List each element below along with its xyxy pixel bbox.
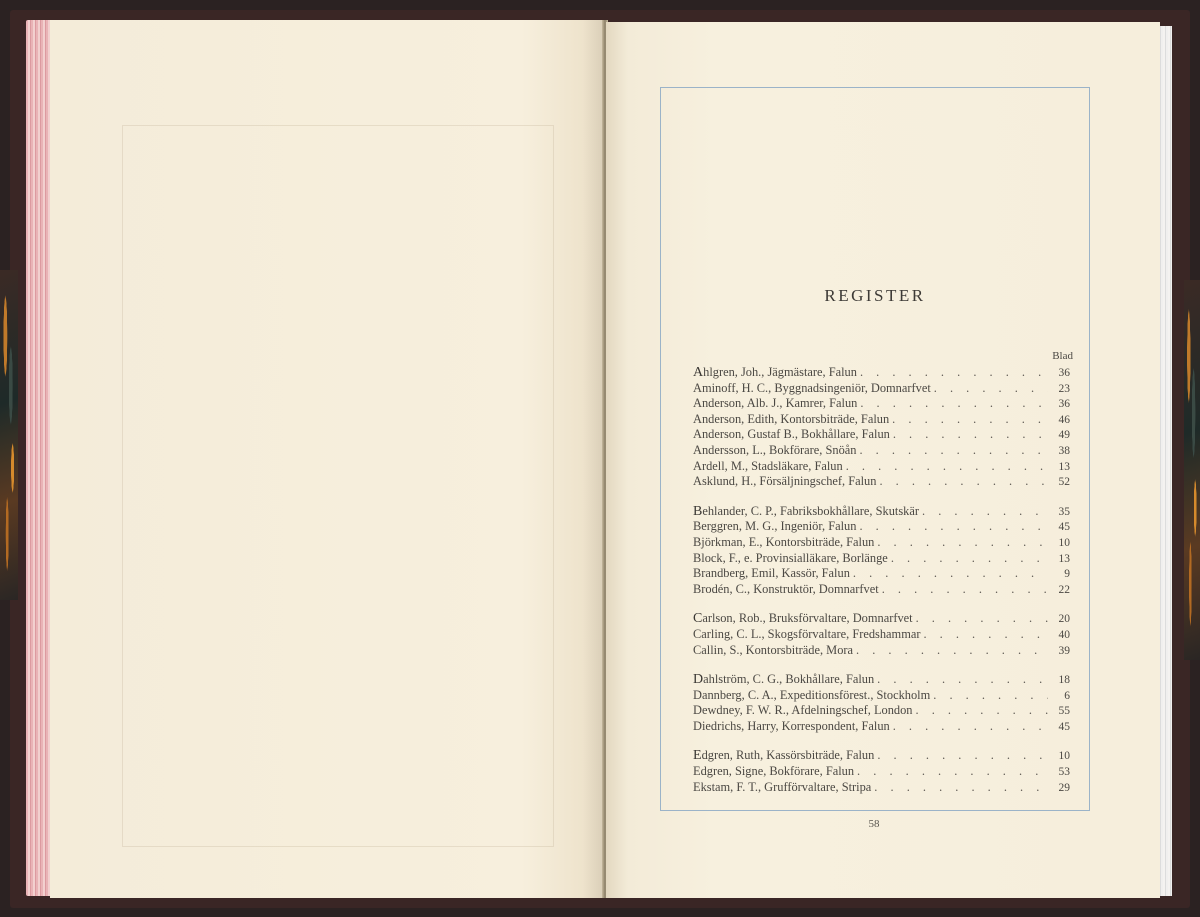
- entry-name: [693, 748, 874, 764]
- leader-dots: [857, 396, 1048, 412]
- register-group: [693, 748, 1070, 795]
- register-entry: [693, 396, 1070, 412]
- entry-initial: C: [693, 611, 703, 627]
- entry-page-number: 55: [1058, 705, 1070, 718]
- leader-dots: [850, 566, 1048, 582]
- leader-dots: [931, 381, 1048, 397]
- entry-name: [693, 365, 857, 381]
- register-entry: [693, 412, 1070, 428]
- leader-dots: [890, 427, 1048, 443]
- leader-dots: [856, 519, 1048, 535]
- entry-name: [693, 627, 920, 643]
- entry-text: Edgren, Signe, Bokförare, Falun: [693, 764, 855, 779]
- register-entry: [693, 719, 1070, 735]
- leader-dots: [889, 412, 1048, 428]
- register-entry: [693, 780, 1070, 796]
- entry-text: Anderson, Gustaf B., Bokhållare, Falun: [693, 427, 890, 442]
- entry-text: Block, F., e. Provinsialläkare, Borlänge: [693, 550, 888, 565]
- entry-page-number: 29: [1058, 781, 1070, 794]
- marbled-edge-left: [0, 270, 18, 600]
- entry-text: Brodén, C., Konstruktör, Domnarfvet: [693, 581, 879, 596]
- entry-page-number: 9: [1064, 568, 1070, 581]
- register-entry: [693, 519, 1070, 535]
- register-group: [693, 504, 1070, 598]
- entry-text: Ekstam, F. T., Grufförvaltare, Stripa: [693, 779, 872, 794]
- entry-name: [693, 396, 857, 412]
- leader-dots: [876, 474, 1048, 490]
- entry-text: Callin, S., Kontorsbiträde, Mora: [693, 642, 854, 657]
- register-entry: [693, 504, 1070, 520]
- entry-name: [693, 643, 853, 659]
- leader-dots: [843, 459, 1048, 475]
- entry-name: [693, 504, 919, 520]
- entry-text: Berggren, M. G., Ingeniör, Falun: [693, 519, 857, 534]
- page-number: 58: [868, 818, 880, 830]
- register-entry: [693, 582, 1070, 598]
- leader-dots: [879, 582, 1048, 598]
- leader-dots: [919, 504, 1048, 520]
- register-group: [693, 611, 1070, 658]
- entry-name: [693, 611, 913, 627]
- entry-name: [693, 519, 856, 535]
- leader-dots: [920, 627, 1048, 643]
- entry-text: Dewdney, F. W. R., Afdelningschef, London: [693, 703, 913, 718]
- entry-name: [693, 780, 871, 796]
- entry-text: Diedrichs, Harry, Korrespondent, Falun: [693, 718, 890, 733]
- entry-page-number: 38: [1058, 444, 1070, 457]
- register-entry: [693, 611, 1070, 627]
- entry-text: Dannberg, C. A., Expeditionsförest., Stockholm: [693, 687, 931, 702]
- leader-dots: [874, 672, 1048, 688]
- entry-name: [693, 719, 890, 735]
- entry-page-number: 40: [1058, 628, 1070, 641]
- entry-page-number: 18: [1058, 674, 1070, 687]
- register-entry: [693, 443, 1070, 459]
- entry-text: hlgren, Joh., Jägmästare, Falun: [703, 365, 857, 379]
- right-page: [606, 22, 1160, 898]
- register-entry: [693, 551, 1070, 567]
- entry-text: Anderson, Edith, Kontorsbiträde, Falun: [693, 411, 890, 426]
- entry-page-number: 53: [1058, 766, 1070, 779]
- register-entry: [693, 672, 1070, 688]
- entry-name: [693, 688, 930, 704]
- entry-text: Asklund, H., Försäljningschef, Falun: [693, 474, 877, 489]
- leader-dots: [913, 703, 1049, 719]
- entry-name: [693, 412, 889, 428]
- register-entry: [693, 748, 1070, 764]
- leader-dots: [856, 443, 1048, 459]
- entry-name: [693, 582, 879, 598]
- register-entry: [693, 643, 1070, 659]
- entry-name: [693, 443, 856, 459]
- entry-name: [693, 535, 874, 551]
- entry-page-number: 52: [1058, 476, 1070, 489]
- entry-text: ehlander, C. P., Fabriksbokhållare, Skutskär: [702, 503, 919, 518]
- register-entry: [693, 381, 1070, 397]
- register-group: [693, 672, 1070, 734]
- leader-dots: [874, 748, 1048, 764]
- entry-page-number: 49: [1058, 429, 1070, 442]
- entry-page-number: 10: [1058, 750, 1070, 763]
- register-entry: [693, 427, 1070, 443]
- register-entries: [693, 365, 1070, 809]
- register-entry: [693, 365, 1070, 381]
- register-frame: [660, 87, 1090, 811]
- column-heading-blad: Blad: [1052, 350, 1073, 362]
- leader-dots: [854, 764, 1048, 780]
- leader-dots: [853, 643, 1048, 659]
- entry-text: Brandberg, Emil, Kassör, Falun: [693, 566, 850, 581]
- entry-page-number: 20: [1058, 613, 1070, 626]
- entry-page-number: 39: [1058, 644, 1070, 657]
- register-entry: [693, 688, 1070, 704]
- entry-text: arlson, Rob., Bruksförvaltare, Domnarfvet: [702, 611, 913, 626]
- entry-page-number: 6: [1064, 689, 1070, 702]
- entry-text: Anderson, Alb. J., Kamrer, Falun: [693, 396, 858, 411]
- left-page: [50, 20, 605, 898]
- register-entry: [693, 459, 1070, 475]
- page-edges-right: [1158, 26, 1172, 896]
- entry-page-number: 45: [1058, 720, 1070, 733]
- leader-dots: [857, 365, 1048, 381]
- entry-name: [693, 764, 854, 780]
- entry-text: ahlström, C. G., Bokhållare, Falun: [703, 672, 875, 687]
- register-title: REGISTER: [824, 286, 926, 305]
- entry-page-number: 46: [1058, 413, 1070, 426]
- entry-name: [693, 672, 874, 688]
- leader-dots: [874, 535, 1048, 551]
- entry-initial: E: [693, 748, 702, 764]
- register-entry: [693, 703, 1070, 719]
- entry-page-number: 13: [1058, 460, 1070, 473]
- entry-text: Björkman, E., Kontorsbiträde, Falun: [693, 534, 875, 549]
- entry-name: [693, 551, 888, 567]
- entry-page-number: 35: [1058, 505, 1070, 518]
- entry-initial: B: [693, 503, 703, 519]
- entry-text: Aminoff, H. C., Byggnadsingeniör, Domnarfvet: [693, 380, 931, 395]
- entry-text: Ardell, M., Stadsläkare, Falun: [693, 458, 843, 473]
- register-entry: [693, 474, 1070, 490]
- leader-dots: [890, 719, 1048, 735]
- leader-dots: [913, 611, 1048, 627]
- entry-page-number: 23: [1058, 382, 1070, 395]
- entry-page-number: 36: [1058, 398, 1070, 411]
- entry-name: [693, 381, 931, 397]
- entry-page-number: 45: [1058, 521, 1070, 534]
- register-group: [693, 365, 1070, 490]
- entry-initial: D: [693, 672, 704, 688]
- entry-name: [693, 427, 890, 443]
- entry-text: Carling, C. L., Skogsförvaltare, Fredshammar: [693, 626, 921, 641]
- entry-page-number: 22: [1058, 583, 1070, 596]
- entry-page-number: 10: [1058, 536, 1070, 549]
- leader-dots: [871, 780, 1048, 796]
- register-entry: [693, 566, 1070, 582]
- leader-dots: [930, 688, 1048, 704]
- leader-dots: [888, 551, 1048, 567]
- register-entry: [693, 535, 1070, 551]
- entry-initial: A: [693, 365, 704, 380]
- left-page-show-through: [122, 125, 554, 847]
- entry-name: [693, 474, 876, 490]
- entry-name: [693, 566, 850, 582]
- entry-name: [693, 459, 843, 475]
- entry-text: Andersson, L., Bokförare, Snöån: [693, 442, 857, 457]
- register-entry: [693, 627, 1070, 643]
- entry-page-number: 13: [1058, 552, 1070, 565]
- entry-page-number: 36: [1058, 367, 1070, 379]
- register-entry: [693, 764, 1070, 780]
- entry-name: [693, 703, 913, 719]
- marbled-edge-right: [1184, 280, 1200, 660]
- entry-text: dgren, Ruth, Kassörsbiträde, Falun: [701, 748, 875, 763]
